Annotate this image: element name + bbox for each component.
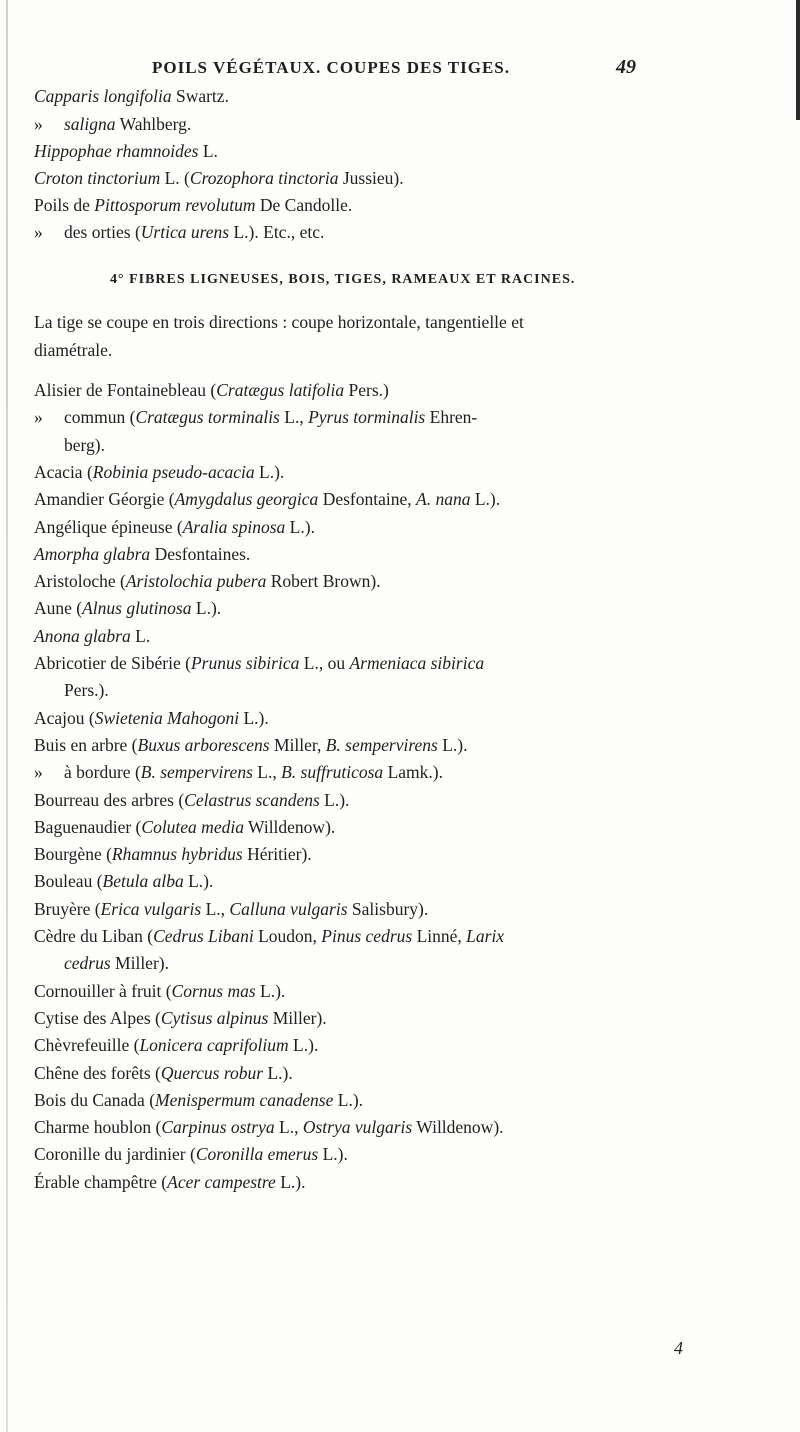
text-run: Linné, — [412, 926, 467, 946]
text-run: L., — [279, 407, 309, 427]
text-run: Bouleau ( — [34, 871, 103, 891]
text-run: Bourreau des arbres ( — [34, 790, 185, 810]
species-entry — [34, 1008, 327, 1029]
text-run: commun ( — [64, 407, 136, 427]
species-entry — [34, 626, 150, 647]
species-entry — [34, 489, 500, 510]
latin-name: Ostrya vulgaris — [302, 1117, 413, 1137]
latin-name: Betula alba — [102, 871, 184, 891]
latin-name: A. nana — [416, 489, 471, 509]
intro-line: La tige se coupe en trois directions : coupe horizontale, tangentielle et — [34, 312, 524, 332]
page-number: 49 — [616, 56, 636, 78]
text-run: Jussieu). — [338, 168, 404, 188]
species-entry — [34, 141, 218, 162]
text-run: L. — [130, 626, 151, 646]
text-run: L. ( — [160, 168, 190, 188]
text-run: Buis en arbre ( — [34, 735, 138, 755]
species-entry — [34, 380, 389, 401]
species-entry — [34, 1063, 293, 1084]
text-run: Amandier Géorgie ( — [34, 489, 175, 509]
species-entry — [34, 871, 213, 892]
latin-name: Urtica urens — [140, 222, 230, 242]
latin-name: Rhamnus hybridus — [111, 844, 243, 864]
text-run: Cèdre du Liban ( — [34, 926, 154, 946]
species-entry — [34, 708, 269, 729]
text-run: Charme houblon ( — [34, 1117, 162, 1137]
latin-name: Capparis longifolia — [34, 86, 172, 106]
latin-name: Buxus arborescens — [137, 735, 270, 755]
latin-name: Aralia spinosa — [182, 517, 286, 537]
latin-name: Amorpha glabra — [34, 544, 151, 564]
species-entry — [34, 407, 477, 428]
text-run: L.). — [263, 1063, 293, 1083]
text-run: L.). — [191, 598, 222, 618]
text-run: Alisier de Fontainebleau ( — [34, 380, 217, 400]
text-run: L.). — [255, 981, 286, 1001]
page-gutter — [6, 0, 8, 1432]
entry-continuation — [64, 435, 105, 456]
text-run: Wahlberg. — [115, 114, 192, 134]
latin-name: Coronilla emerus — [195, 1144, 319, 1164]
text-run: Cornouiller à fruit ( — [34, 981, 172, 1001]
signature-mark: 4 — [674, 1338, 683, 1358]
latin-name: B. sempervirens — [325, 735, 438, 755]
species-entry — [34, 598, 221, 619]
species-entry — [34, 462, 284, 483]
text-run: L.). — [319, 790, 350, 810]
latin-name: Pinus cedrus — [321, 926, 413, 946]
text-run: Héritier). — [242, 844, 312, 864]
latin-name: Anona glabra — [34, 626, 131, 646]
species-entry — [34, 653, 484, 674]
species-entry — [34, 981, 285, 1002]
text-run: De Candolle. — [255, 195, 353, 215]
text-run: L., — [252, 762, 282, 782]
text-run: Pers.) — [344, 380, 389, 400]
species-entry — [34, 1117, 504, 1138]
text-run: L.). Etc., etc. — [229, 222, 325, 242]
entry-continuation — [64, 680, 109, 701]
text-run: Miller). — [110, 953, 169, 973]
text-run: Willdenow). — [412, 1117, 504, 1137]
species-entry — [34, 1144, 348, 1165]
text-run: des orties ( — [64, 222, 141, 242]
text-run: Acacia ( — [34, 462, 93, 482]
text-run: L., — [274, 1117, 303, 1137]
species-entry — [34, 195, 352, 216]
latin-name: Cytisus alpinus — [160, 1008, 269, 1028]
text-run: Swartz. — [171, 86, 229, 106]
text-run: L., ou — [299, 653, 350, 673]
text-run: Desfontaines. — [150, 544, 251, 564]
text-run: L., — [201, 899, 230, 919]
text-run: Chêne des forêts ( — [34, 1063, 161, 1083]
latin-name: Cratægus latifolia — [216, 380, 345, 400]
running-header: POILS VÉGÉTAUX. COUPES DES TIGES. — [152, 58, 510, 77]
text-run: Baguenaudier ( — [34, 817, 142, 837]
latin-name: Cratægus torminalis — [135, 407, 280, 427]
text-run: L.). — [239, 708, 269, 728]
ditto-mark: » — [34, 407, 43, 427]
text-run: L.). — [470, 489, 501, 509]
species-entry — [34, 844, 312, 865]
text-run: Ehren- — [425, 407, 478, 427]
text-run: L.). — [275, 1172, 306, 1192]
latin-name: saligna — [64, 114, 116, 134]
latin-name: Amygdalus georgica — [174, 489, 319, 509]
species-entry — [34, 114, 191, 135]
latin-name: Lonicera caprifolium — [139, 1035, 289, 1055]
latin-name: Celastrus scandens — [184, 790, 320, 810]
text-run: Salisbury). — [347, 899, 429, 919]
intro-line: diamétrale. — [34, 340, 113, 360]
latin-name: Colutea media — [141, 817, 244, 837]
text-run: Willdenow). — [243, 817, 336, 837]
latin-name: Larix — [466, 926, 505, 946]
text-run: Cytise des Alpes ( — [34, 1008, 161, 1028]
text-run: Bourgène ( — [34, 844, 112, 864]
latin-name: Acer campestre — [167, 1172, 276, 1192]
latin-name: Aristolochia pubera — [125, 571, 267, 591]
text-run: Abricotier de Sibérie ( — [34, 653, 191, 673]
text-run: L.). — [183, 871, 214, 891]
text-run: à bordure ( — [64, 762, 141, 782]
text-run: L. — [198, 141, 218, 161]
latin-name: Swietenia Mahogoni — [94, 708, 240, 728]
text-run: Pers.). — [64, 680, 109, 700]
text-run: Desfontaine, — [318, 489, 416, 509]
text-run: Loudon, — [253, 926, 322, 946]
text-run: berg). — [64, 435, 105, 455]
text-run: Bois du Canada ( — [34, 1090, 156, 1110]
text-run: Acajou ( — [34, 708, 95, 728]
latin-name: B. sempervirens — [140, 762, 253, 782]
species-entry — [34, 86, 229, 107]
species-entry — [34, 790, 349, 811]
text-run: Chèvrefeuille ( — [34, 1035, 140, 1055]
latin-name: Croton tinctorium — [34, 168, 161, 188]
latin-name: Robinia pseudo-acacia — [92, 462, 255, 482]
page-edge-mark — [796, 0, 800, 120]
entry-continuation — [64, 953, 169, 974]
latin-name: Alnus glutinosa — [82, 598, 192, 618]
latin-name: Prunus sibirica — [190, 653, 300, 673]
text-run: Miller). — [268, 1008, 327, 1028]
text-run: L.). — [437, 735, 468, 755]
latin-name: Calluna vulgaris — [229, 899, 348, 919]
text-run: Miller, — [269, 735, 326, 755]
latin-name: Carpinus ostrya — [161, 1117, 275, 1137]
text-run: Lamk.). — [383, 762, 443, 782]
latin-name: Cornus mas — [171, 981, 256, 1001]
species-entry — [34, 517, 315, 538]
ditto-mark: » — [34, 762, 43, 782]
latin-name: Menispermum canadense — [155, 1090, 334, 1110]
latin-name: Cedrus Libani — [153, 926, 254, 946]
species-entry — [34, 735, 468, 756]
text-run: Coronille du jardinier ( — [34, 1144, 196, 1164]
latin-name: B. suffruticosa — [281, 762, 384, 782]
species-entry — [34, 1172, 305, 1193]
latin-name: Quercus robur — [160, 1063, 264, 1083]
text-run: Érable champêtre ( — [34, 1172, 168, 1192]
ditto-mark: » — [34, 222, 43, 242]
latin-name: Erica vulgaris — [100, 899, 202, 919]
species-entry — [34, 571, 381, 592]
text-run: L.). — [288, 1035, 319, 1055]
latin-name: Pyrus torminalis — [308, 407, 426, 427]
text-run: Angélique épineuse ( — [34, 517, 183, 537]
text-run: Aristoloche ( — [34, 571, 126, 591]
text-run: Robert Brown). — [266, 571, 381, 591]
latin-name: cedrus — [64, 953, 111, 973]
species-entry — [34, 544, 250, 565]
text-run: L.). — [333, 1090, 364, 1110]
species-entry — [34, 817, 335, 838]
latin-name: Crozophora tinctoria — [189, 168, 339, 188]
species-entry — [34, 1035, 318, 1056]
species-entry — [34, 926, 504, 947]
text-run: L.). — [254, 462, 285, 482]
text-run: Aune ( — [34, 598, 83, 618]
text-run: Poils de — [34, 195, 95, 215]
species-entry — [34, 222, 324, 243]
ditto-mark: » — [34, 114, 43, 134]
species-entry — [34, 1090, 363, 1111]
species-entry — [34, 168, 404, 189]
latin-name: Armeniaca sibirica — [349, 653, 485, 673]
latin-name: Pittosporum revolutum — [94, 195, 256, 215]
species-entry — [34, 899, 428, 920]
latin-name: Hippophae rhamnoides — [34, 141, 199, 161]
text-run: Bruyère ( — [34, 899, 101, 919]
section-title: 4° FIBRES LIGNEUSES, BOIS, TIGES, RAMEAUX ET RACINES. — [110, 272, 576, 287]
species-entry — [34, 762, 443, 783]
text-run: L.). — [318, 1144, 348, 1164]
text-run: L.). — [285, 517, 315, 537]
